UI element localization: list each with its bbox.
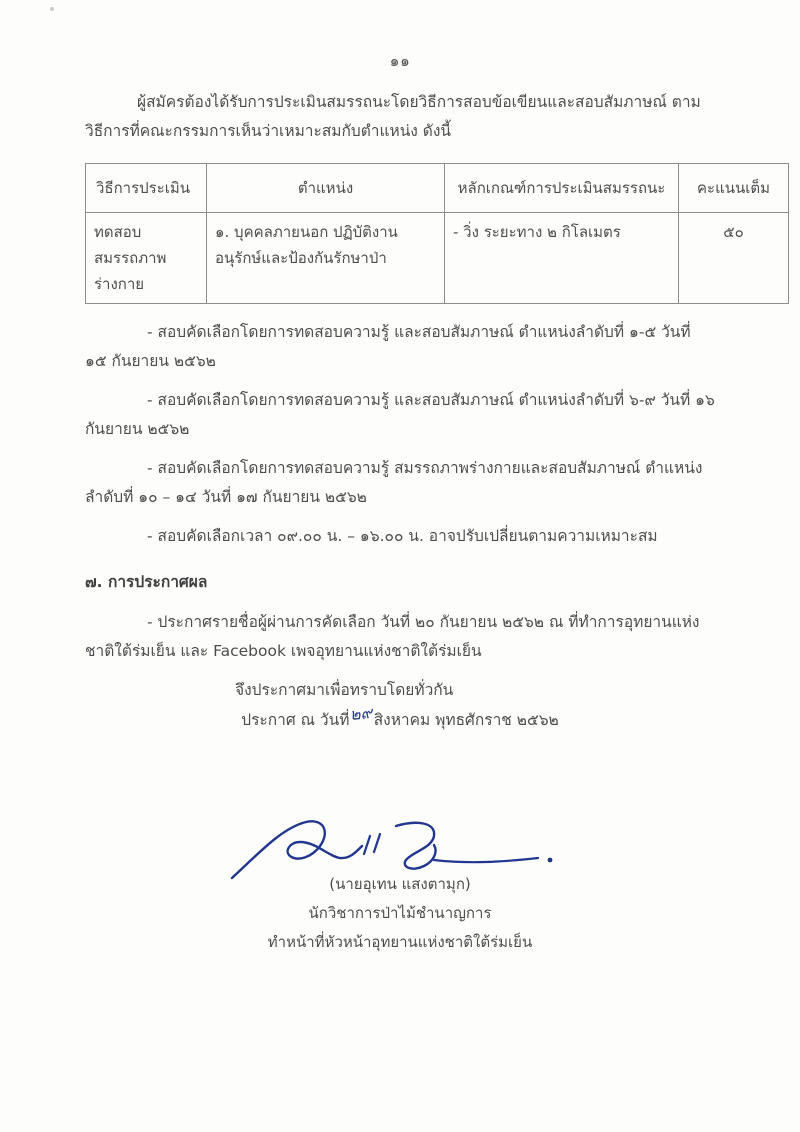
table-row — [86, 213, 789, 304]
schedule-section — [85, 318, 717, 705]
assessment-table-wrapper — [85, 163, 771, 304]
cell-criteria: - วิ่ง ระยะทาง ๒ กิโลเมตร — [445, 213, 679, 304]
spacer — [85, 376, 717, 386]
header-score: คะแนนเต็ม — [679, 164, 789, 213]
intro-paragraph: ผู้สมัครต้องได้รับการประเมินสมรรถนะโดยวิธีการสอบข้อเขียนและสอบสัมภาษณ์ ตามวิธีการที่คณะกรรมการเห็นว่าเหมาะสมกับตำแหน่ง ดังนี้ — [85, 93, 701, 140]
date-prefix: ประกาศ ณ วันที่ — [241, 711, 350, 729]
page-number: ๑๑ — [389, 52, 411, 70]
date-suffix: สิงหาคม พุทธศักราช ๒๕๖๒ — [373, 711, 559, 729]
cell-score: ๕๐ — [679, 213, 789, 304]
schedule-item-3: - สอบคัดเลือกโดยการทดสอบความรู้ สมรรถภาพร่างกายและสอบสัมภาษณ์ ตำแหน่งลำดับที่ ๑๐ – ๑๔ วันที่ ๑๗ กันยายน ๒๕๖๒ — [85, 459, 703, 506]
signer-title: นักวิชาการป่าไม้ชำนาญการ — [308, 904, 492, 922]
results-announcement: - ประกาศรายชื่อผู้ผ่านการคัดเลือก วันที่ ๒๐ กันยายน ๒๕๖๒ ณ ที่ทำการอุทยานแห่งชาติใต้ร่มเย็น และ Facebook เพจอุทยานแห่งชาติใต้ร่มเย็น — [85, 613, 700, 660]
signer-role: ทำหน้าที่หัวหน้าอุทยานแห่งชาติใต้ร่มเย็น — [267, 933, 533, 951]
closing-statement: จึงประกาศมาเพื่อทราบโดยทั่วกัน — [235, 681, 454, 699]
cell-position: ๑. บุคคลภายนอก ปฏิบัติงานอนุรักษ์และป้องกันรักษาป่า — [207, 213, 445, 304]
spacer — [85, 594, 717, 608]
scan-artifact-speck — [50, 7, 54, 11]
spacer — [85, 666, 717, 676]
schedule-item-1: - สอบคัดเลือกโดยการทดสอบความรู้ และสอบสัมภาษณ์ ตำแหน่งลำดับที่ ๑-๕ วันที่ ๑๕ กันยายน ๒๕๖๒ — [85, 323, 691, 370]
spacer — [85, 444, 717, 454]
assessment-table — [85, 163, 789, 304]
header-method: วิธีการประเมิน — [86, 164, 207, 213]
results-section-heading: ๗. การประกาศผล — [85, 573, 208, 591]
spacer — [85, 512, 717, 522]
signer-block — [0, 870, 800, 957]
intro-section — [85, 88, 717, 146]
schedule-item-2: - สอบคัดเลือกโดยการทดสอบความรู้ และสอบสัมภาษณ์ ตำแหน่งลำดับที่ ๖-๙ วันที่ ๑๖ กันยายน ๒๕๖๒ — [85, 391, 715, 438]
header-position: ตำแหน่ง — [207, 164, 445, 213]
handwritten-date: ๒๙ — [349, 702, 374, 725]
table-header-row — [86, 164, 789, 213]
cell-method: ทดสอบ สมรรถภาพ ร่างกาย — [86, 213, 207, 304]
table-header — [86, 164, 789, 213]
schedule-item-4: - สอบคัดเลือกเวลา ๐๙.๐๐ น. – ๑๖.๐๐ น. อาจปรับเปลี่ยนตามความเหมาะสม — [147, 527, 658, 545]
table-body — [86, 213, 789, 304]
announcement-date-line — [0, 702, 800, 733]
header-criteria: หลักเกณฑ์การประเมินสมรรถนะ — [445, 164, 679, 213]
spacer — [85, 551, 717, 569]
signer-name: (นายอุเทน แสงตามุก) — [329, 875, 471, 893]
